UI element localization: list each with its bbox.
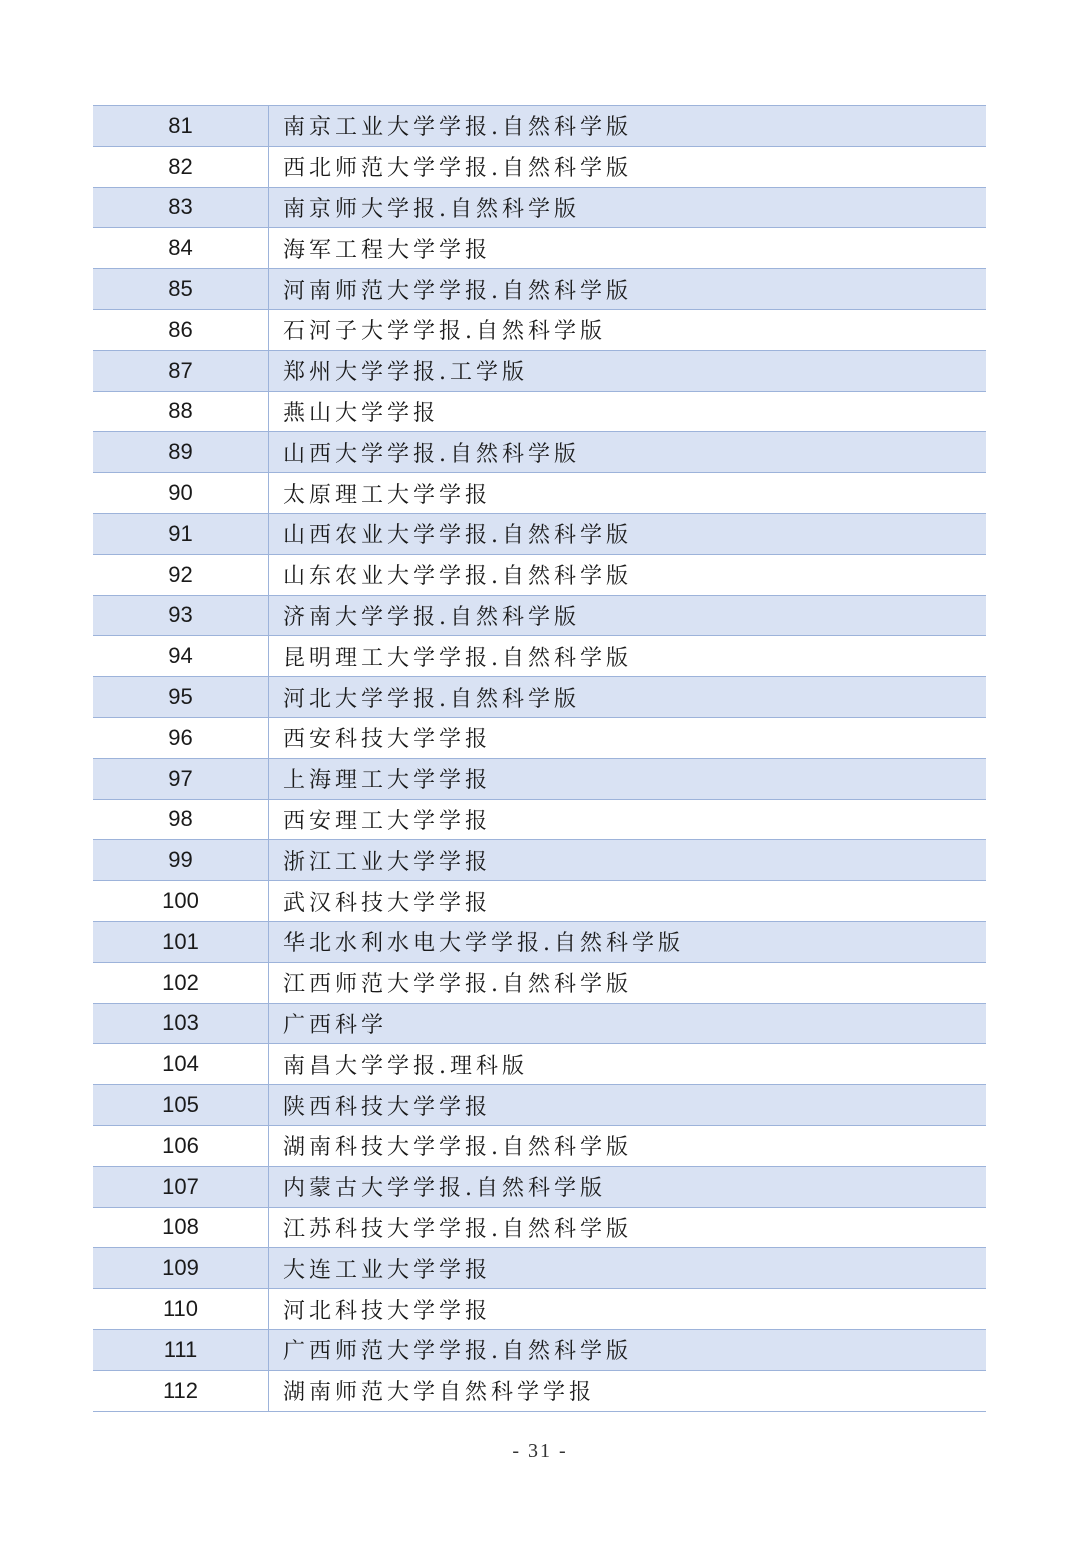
- row-number: 106: [93, 1125, 269, 1166]
- row-number: 83: [93, 187, 269, 228]
- table-row: [93, 473, 986, 514]
- journal-name: 广西科学: [269, 1003, 987, 1044]
- journal-name: 南京工业大学学报.自然科学版: [269, 106, 987, 147]
- row-number: 111: [93, 1329, 269, 1370]
- journal-name: 内蒙古大学学报.自然科学版: [269, 1166, 987, 1207]
- journal-name: 河北大学学报.自然科学版: [269, 677, 987, 718]
- journal-name: 湖南科技大学学报.自然科学版: [269, 1125, 987, 1166]
- table-row: [93, 962, 986, 1003]
- row-number: 87: [93, 350, 269, 391]
- journal-name: 武汉科技大学学报: [269, 881, 987, 922]
- table-row: [93, 717, 986, 758]
- journal-name: 西安科技大学学报: [269, 717, 987, 758]
- row-number: 93: [93, 595, 269, 636]
- table-row: [93, 1289, 986, 1330]
- table-row: [93, 1044, 986, 1085]
- row-number: 109: [93, 1248, 269, 1289]
- journal-name: 河北科技大学学报: [269, 1289, 987, 1330]
- table-row: [93, 840, 986, 881]
- row-number: 88: [93, 391, 269, 432]
- journal-name: 大连工业大学学报: [269, 1248, 987, 1289]
- row-number: 107: [93, 1166, 269, 1207]
- row-number: 110: [93, 1289, 269, 1330]
- table-row: [93, 106, 986, 147]
- row-number: 101: [93, 921, 269, 962]
- table-row: [93, 350, 986, 391]
- journal-name: 石河子大学学报.自然科学版: [269, 309, 987, 350]
- table-row: [93, 391, 986, 432]
- journal-name: 陕西科技大学学报: [269, 1085, 987, 1126]
- row-number: 105: [93, 1085, 269, 1126]
- row-number: 95: [93, 677, 269, 718]
- table-row: [93, 921, 986, 962]
- table-row: [93, 1166, 986, 1207]
- row-number: 102: [93, 962, 269, 1003]
- table-row: [93, 146, 986, 187]
- journal-name: 浙江工业大学学报: [269, 840, 987, 881]
- table-row: [93, 1003, 986, 1044]
- journal-name: 昆明理工大学学报.自然科学版: [269, 636, 987, 677]
- table-row: [93, 1329, 986, 1370]
- journal-name: 上海理工大学学报: [269, 758, 987, 799]
- table-row: [93, 677, 986, 718]
- table-body: [93, 106, 986, 1412]
- journal-name: 郑州大学学报.工学版: [269, 350, 987, 391]
- row-number: 82: [93, 146, 269, 187]
- table-row: [93, 799, 986, 840]
- journal-name: 华北水利水电大学学报.自然科学版: [269, 921, 987, 962]
- journal-name: 江西师范大学学报.自然科学版: [269, 962, 987, 1003]
- journal-name: 广西师范大学学报.自然科学版: [269, 1329, 987, 1370]
- row-number: 90: [93, 473, 269, 514]
- row-number: 103: [93, 1003, 269, 1044]
- journal-name: 河南师范大学学报.自然科学版: [269, 269, 987, 310]
- journal-name: 山西农业大学学报.自然科学版: [269, 513, 987, 554]
- journal-name: 西安理工大学学报: [269, 799, 987, 840]
- table-row: [93, 1125, 986, 1166]
- row-number: 89: [93, 432, 269, 473]
- row-number: 86: [93, 309, 269, 350]
- table-row: [93, 187, 986, 228]
- row-number: 84: [93, 228, 269, 269]
- journal-name: 南昌大学学报.理科版: [269, 1044, 987, 1085]
- row-number: 98: [93, 799, 269, 840]
- table-row: [93, 309, 986, 350]
- row-number: 91: [93, 513, 269, 554]
- row-number: 85: [93, 269, 269, 310]
- row-number: 112: [93, 1370, 269, 1411]
- table-row: [93, 1085, 986, 1126]
- journal-name: 南京师大学报.自然科学版: [269, 187, 987, 228]
- journal-name: 江苏科技大学学报.自然科学版: [269, 1207, 987, 1248]
- row-number: 81: [93, 106, 269, 147]
- row-number: 99: [93, 840, 269, 881]
- row-number: 94: [93, 636, 269, 677]
- journal-name: 太原理工大学学报: [269, 473, 987, 514]
- table-row: [93, 636, 986, 677]
- row-number: 92: [93, 554, 269, 595]
- row-number: 97: [93, 758, 269, 799]
- table-row: [93, 1370, 986, 1411]
- table-row: [93, 228, 986, 269]
- page-number: - 31 -: [512, 1440, 568, 1462]
- journal-name: 燕山大学学报: [269, 391, 987, 432]
- row-number: 96: [93, 717, 269, 758]
- journal-name: 山西大学学报.自然科学版: [269, 432, 987, 473]
- table-row: [93, 758, 986, 799]
- journal-name: 济南大学学报.自然科学版: [269, 595, 987, 636]
- table-row: [93, 881, 986, 922]
- row-number: 100: [93, 881, 269, 922]
- table-row: [93, 513, 986, 554]
- row-number: 104: [93, 1044, 269, 1085]
- table-row: [93, 269, 986, 310]
- table-row: [93, 432, 986, 473]
- journal-name: 西北师范大学学报.自然科学版: [269, 146, 987, 187]
- journal-name: 海军工程大学学报: [269, 228, 987, 269]
- journal-name: 湖南师范大学自然科学学报: [269, 1370, 987, 1411]
- row-number: 108: [93, 1207, 269, 1248]
- journal-table: [93, 105, 986, 1412]
- table-row: [93, 1207, 986, 1248]
- table-row: [93, 595, 986, 636]
- table-row: [93, 554, 986, 595]
- table-row: [93, 1248, 986, 1289]
- journal-name: 山东农业大学学报.自然科学版: [269, 554, 987, 595]
